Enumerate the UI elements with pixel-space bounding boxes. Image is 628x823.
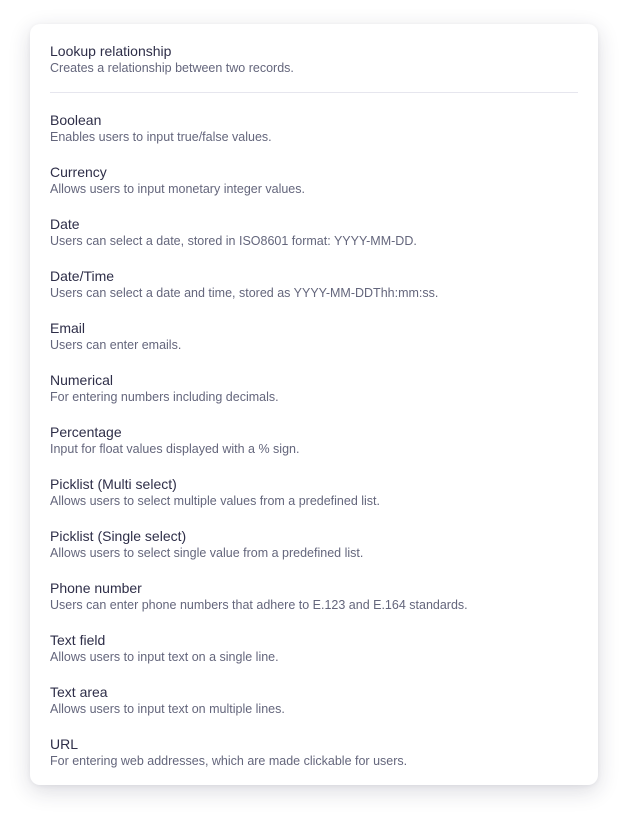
option-label: Date/Time [50,268,115,284]
option-label: Currency [50,164,107,180]
option-description: For entering web addresses, which are made clickable for users. [50,754,408,768]
option-label: Numerical [50,372,114,388]
option-description: Allows users to select multiple values from a predefined list. [50,494,381,508]
option-picklist-multi-select[interactable] [50,473,578,525]
option-label: Picklist (Single select) [50,528,187,544]
option-label: Phone number [50,580,142,596]
option-label: Boolean [50,112,102,128]
option-lookup-relationship[interactable] [50,40,578,92]
option-label: Lookup relationship [50,43,172,59]
option-description: Allows users to select single value from a predefined list. [50,546,364,560]
option-description: Creates a relationship between two records. [50,61,294,75]
option-description: Allows users to input text on a single line. [50,650,279,664]
option-description: Enables users to input true/false values. [50,130,272,144]
option-description: Input for float values displayed with a % sign. [50,442,300,456]
option-description: Users can enter phone numbers that adhere to E.123 and E.164 standards. [50,598,468,612]
option-currency[interactable] [50,161,578,213]
option-date[interactable] [50,213,578,265]
option-phone-number[interactable] [50,577,578,629]
option-text-area[interactable] [50,681,578,733]
option-date-time[interactable] [50,265,578,317]
option-label: Email [50,320,86,336]
option-text-field[interactable] [50,629,578,681]
option-description: Users can select a date, stored in ISO8601 format: YYYY-MM-DD. [50,234,417,248]
option-description: For entering numbers including decimals. [50,390,279,404]
option-label: Picklist (Multi select) [50,476,177,492]
option-email[interactable] [50,317,578,369]
menu-divider [50,92,578,93]
option-label: Percentage [50,424,122,440]
option-label: Text area [50,684,108,700]
option-label: Date [50,216,80,232]
option-picklist-single-select[interactable] [50,525,578,577]
option-label: URL [50,736,79,752]
option-description: Allows users to input text on multiple lines. [50,702,285,716]
option-description: Users can select a date and time, stored as YYYY-MM-DDThh:mm:ss. [50,286,439,300]
option-description: Allows users to input monetary integer values. [50,182,305,196]
option-percentage[interactable] [50,421,578,473]
field-type-menu [30,24,598,785]
option-label: Text field [50,632,106,648]
option-boolean[interactable] [50,109,578,161]
option-url[interactable] [50,733,578,785]
option-description: Users can enter emails. [50,338,182,352]
option-numerical[interactable] [50,369,578,421]
